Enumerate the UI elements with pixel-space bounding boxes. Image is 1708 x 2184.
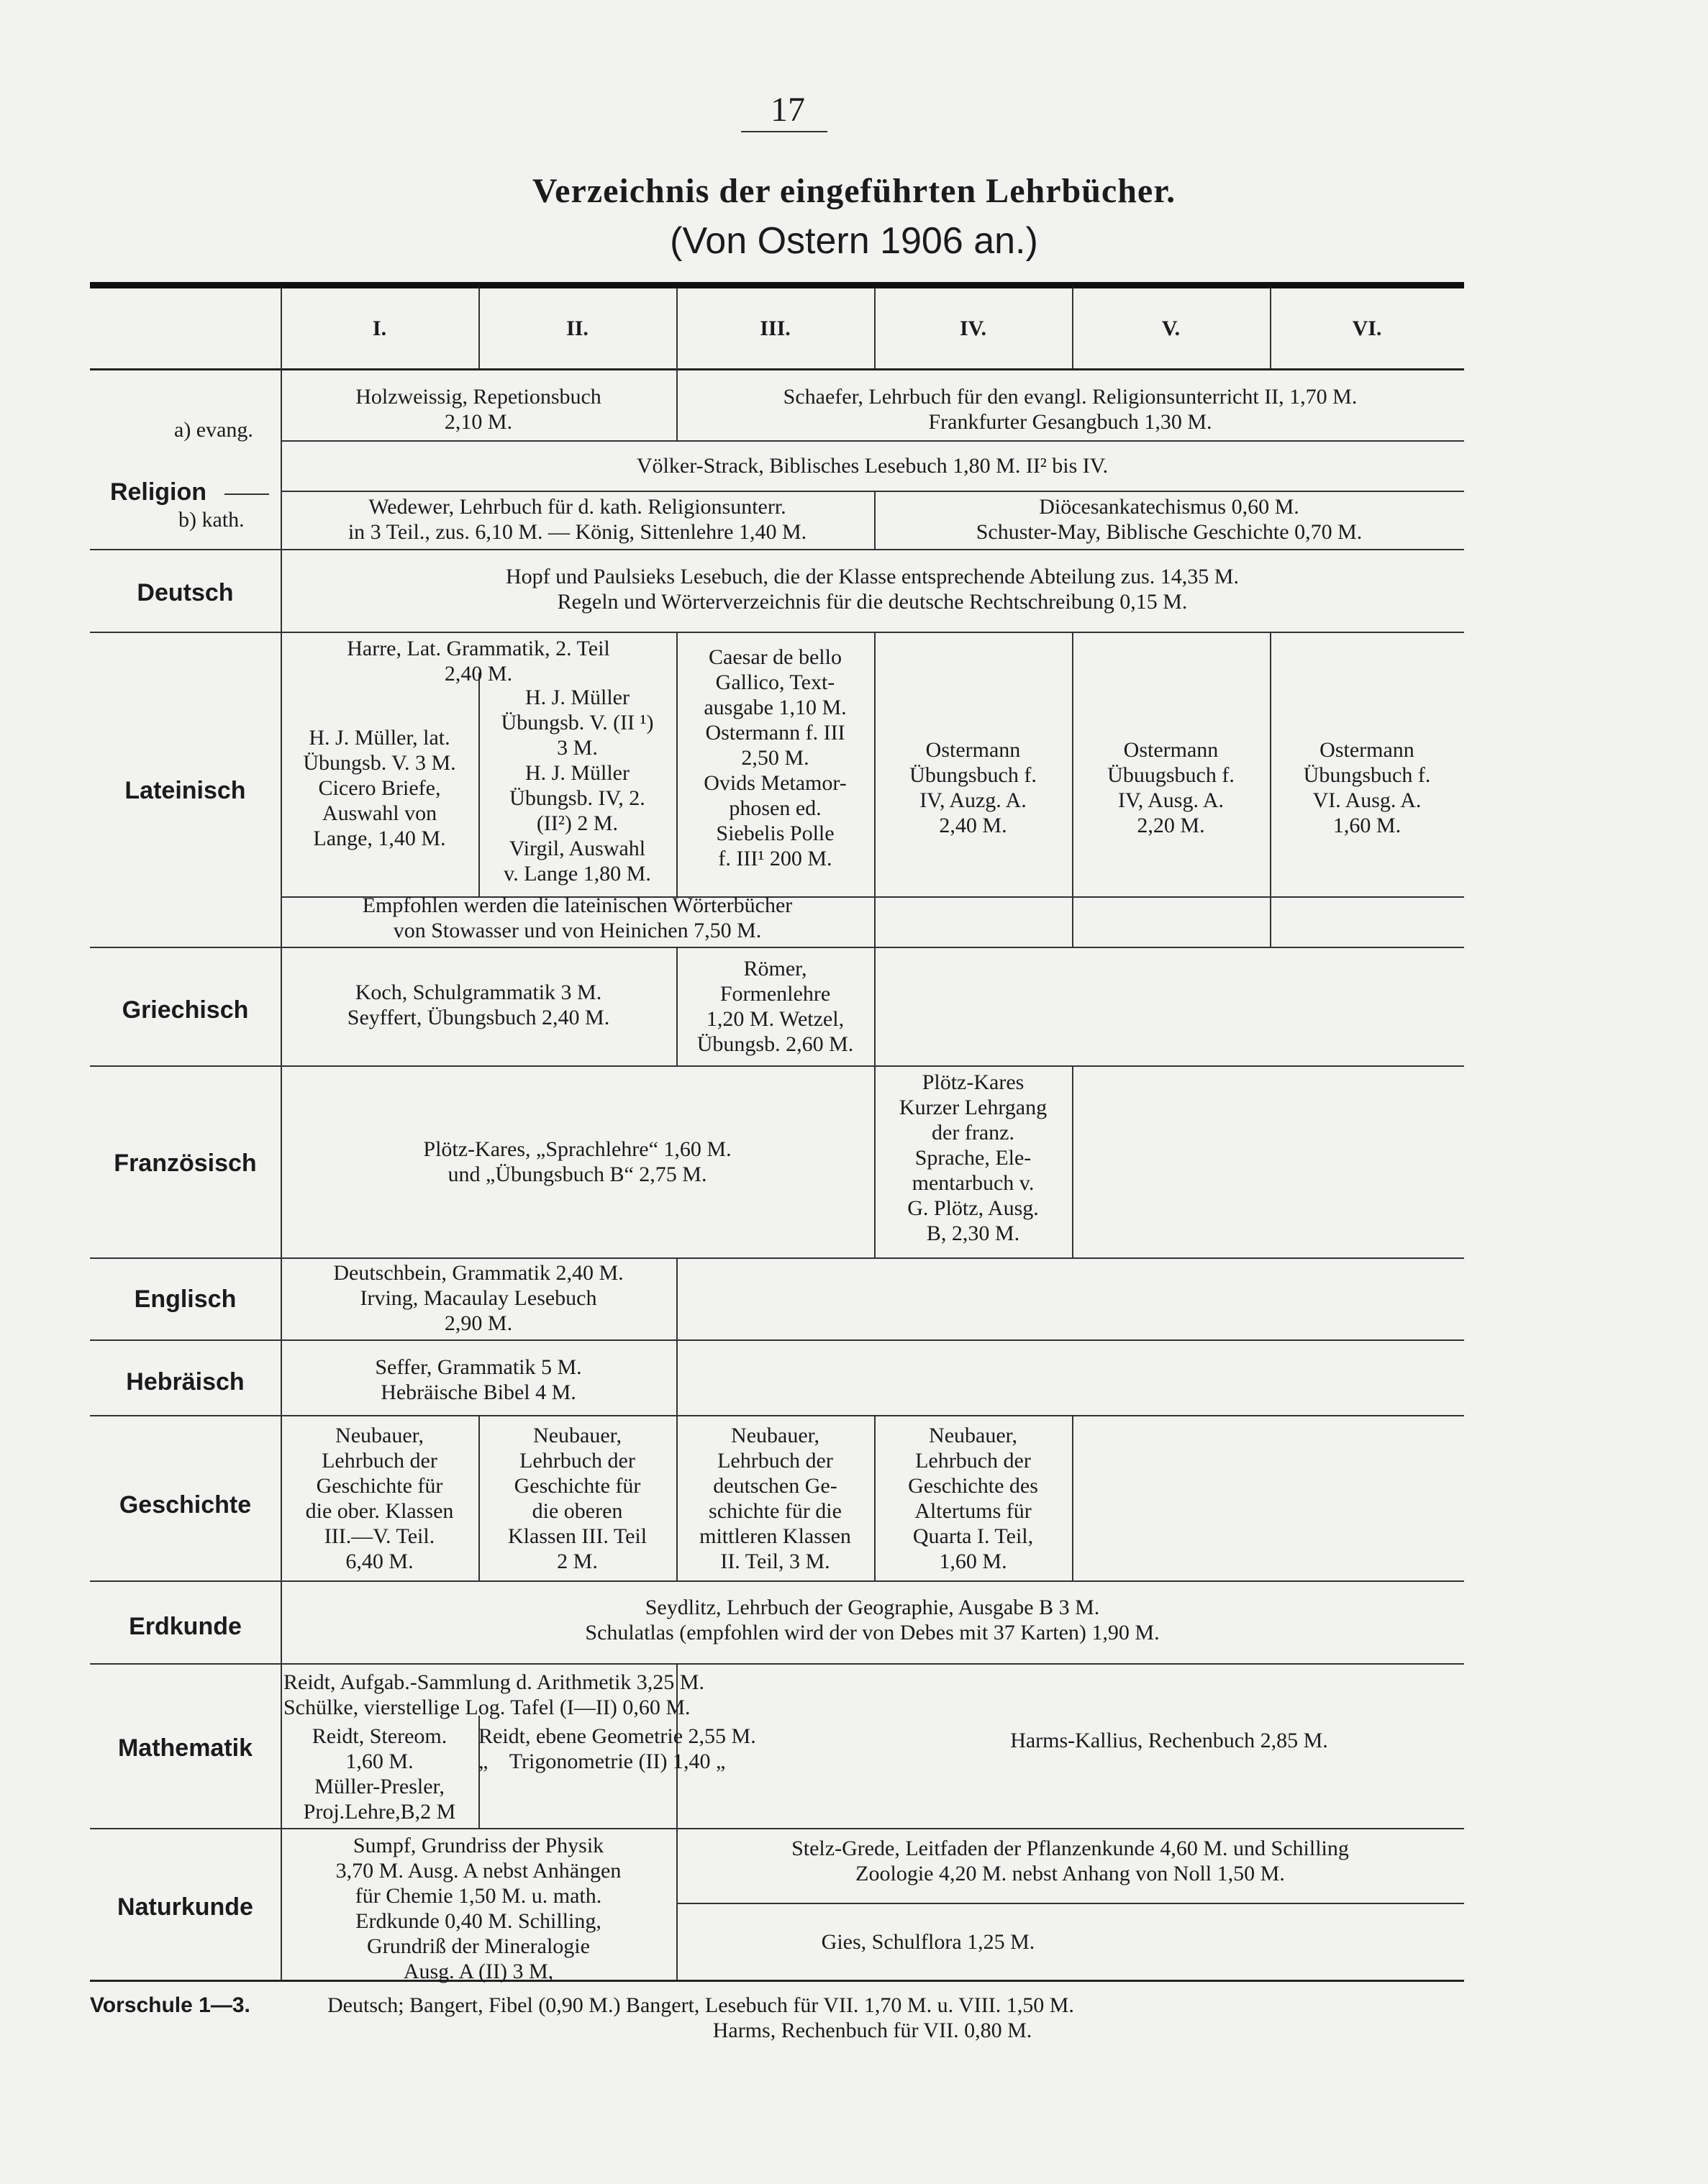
latein-V: Ostermann Übuugsbuch f. IV, Ausg. A. 2,20 M. [1107,738,1235,837]
subject-deutsch: Deutsch [137,579,234,606]
subject-hebraeisch: Hebräisch [126,1368,245,1396]
geschichte-IV: Neubauer, Lehrbuch der Geschichte des Altertums für Quarta I. Teil, 1,60 M. [908,1424,1038,1573]
geschichte-rule-IV-V [1072,1415,1073,1580]
mathematik-IV-VI: Harms-Kallius, Rechenbuch 2,85 M. [1010,1729,1328,1752]
latein-I-II-top: Harre, Lat. Grammatik, 2. Teil 2,40 M. [347,637,610,686]
latein-III: Caesar de bello Gallico, Text- ausgabe 1,10 M. Ostermann f. III 2,50 M. Ovids Metamor- phosen ed. Siebelis Polle f. III¹ 200 M. [704,645,847,870]
religion-mid-rule [281,491,1464,492]
griechisch-I-II: Koch, Schulgrammatik 3 M. Seyffert, Übungsbuch 2,40 M. [347,980,610,1029]
naturkunde-III-VI-bottom: Gies, Schulflora 1,25 M. [821,1930,1035,1954]
naturkunde-inner-rule [676,1903,1464,1904]
franzoesisch-rule-IV-V [1072,1065,1073,1257]
subject-englisch: Englisch [134,1286,237,1313]
religion-evang-III-VI: Schaefer, Lehrbuch für den evangl. Religionsunterricht II, 1,70 M. Frankfurter Gesangbuch 1,30 M. [783,385,1358,434]
griechisch-rule-III-IV [874,947,876,1065]
deutsch-bottom-rule [90,632,1464,633]
hebraeisch-text: Seffer, Grammatik 5 M. Hebräische Bibel 4 M. [375,1355,582,1404]
latein-IV: Ostermann Übungsbuch f. IV, Auzg. A. 2,40 M. [909,738,1037,837]
deutsch-text: Hopf und Paulsieks Lesebuch, die der Klasse entsprechende Abteilung zus. 14,35 M. Regeln und Wörterverzeichnis für die deutsche Rechtschreibung 0,15 M. [506,565,1239,614]
vorschule-line2: Harms, Rechenbuch für VII. 0,80 M. [712,2019,1032,2042]
latein-bottom: Empfohlen werden die lateinischen Wörterbücher von Stowasser und von Heinichen 7,50 M. [362,893,793,942]
mathematik-I: Reidt, Stereom. 1,60 M. Müller-Presler, Proj.Lehre,B,2 M [303,1724,456,1824]
latein-I: H. J. Müller, lat. Übungsb. V. 3 M. Cicero Briefe, Auswahl von Lange, 1,40 M. [303,726,456,850]
franzoesisch-IV: Plötz-Kares Kurzer Lehrgang der franz. Sprache, Ele- mentarbuch v. G. Plötz, Ausg. B, 2,30 M. [899,1070,1048,1245]
mathematik-bottom-rule [90,1828,1464,1829]
page-subtitle: (Von Ostern 1906 an.) [670,220,1038,262]
religion-evang-rule [281,440,1464,442]
religion-kath-I-III: Wedewer, Lehrbuch für d. kath. Religionsunterr. in 3 Teil., zus. 6,10 M. — König, Sittenlehre 1,40 M. [347,495,807,544]
erdkunde-bottom-rule [90,1663,1464,1665]
header-rule [90,368,1464,370]
subject-geschichte: Geschichte [119,1491,252,1519]
englisch-text: Deutschbein, Grammatik 2,40 M. Irving, Macaulay Lesebuch 2,90 M. [333,1261,624,1335]
subject-griechisch: Griechisch [122,996,249,1024]
col-header-I: I. [372,317,387,340]
mathematik-II: Reidt, ebene Geometrie 2,55 M. „ Trigonometrie (II) 1,40 „ [478,1724,756,1773]
page-number: 17 [771,91,805,129]
latein-II: H. J. Müller Übungsb. V. (II ¹) 3 M. H. J. Müller Übungsb. IV, 2. (II²) 2 M. Virgil, Auswahl v. Lange 1,80 M. [501,686,654,886]
englisch-bottom-rule [90,1339,1464,1341]
latein-bottom-rule [90,947,1464,948]
page-number-rule [741,131,827,132]
col-header-VI: VI. [1352,317,1382,340]
col-header-II: II. [566,317,589,340]
griechisch-bottom-rule [90,1065,1464,1067]
col-header-V: V. [1161,317,1181,340]
naturkunde-I-II: Sumpf, Grundriss der Physik 3,70 M. Ausg. A nebst Anhängen für Chemie 1,50 M. u. math. Erdkunde 0,40 M. Schilling, Grundriß der Mineralogie Ausg. A (II) 3 M, [335,1834,622,1983]
mathematik-I-II-top: Reidt, Aufgab.-Sammlung d. Arithmetik 3,25 M. Schülke, vierstellige Log. Tafel (I—II) 0,60 M. [283,1670,704,1719]
geschichte-bottom-rule [90,1580,1464,1582]
erdkunde-text: Seydlitz, Lehrbuch der Geographie, Ausgabe B 3 M. Schulatlas (empfohlen wird der von Debes mit 37 Karten) 1,90 M. [585,1596,1160,1644]
subject-latein: Lateinisch [124,777,246,804]
subject-religion: Religion [109,478,207,506]
religion-evang-I-II: Holzweissig, Repetionsbuch 2,10 M. [355,385,601,434]
geschichte-II: Neubauer, Lehrbuch der Geschichte für die oberen Klassen III. Teil 2 M. [507,1424,648,1573]
religion-brace-line [224,493,269,495]
naturkunde-III-VI-top: Stelz-Grede, Leitfaden der Pflanzenkunde 4,60 M. und Schilling Zoologie 4,20 M. nebst Anhang von Noll 1,50 M. [791,1837,1349,1885]
hebraeisch-bottom-rule [90,1415,1464,1416]
subject-mathematik: Mathematik [117,1734,253,1762]
religion-bottom-rule [90,549,1464,550]
subject-franzoesisch: Französisch [114,1150,257,1177]
englisch-rule-II-III [676,1257,678,1415]
religion-evang-all: Völker-Strack, Biblisches Lesebuch 1,80 M. II² bis IV. [636,454,1109,478]
vorschule-line1: Deutsch; Bangert, Fibel (0,90 M.) Bangert, Lesebuch für VII. 1,70 M. u. VIII. 1,50 M. [327,1993,1074,2017]
col-header-IV: IV. [960,317,986,340]
page-title: Verzeichnis der eingeführten Lehrbücher. [532,172,1176,210]
griechisch-III: Römer, Formenlehre 1,20 M. Wetzel, Übungsb. 2,60 M. [696,957,854,1056]
religion-kath-IV-VI: Diöcesankatechismus 0,60 M. Schuster-May, Biblische Geschichte 0,70 M. [976,495,1363,544]
col-header-III: III. [760,317,791,340]
geschichte-I: Neubauer, Lehrbuch der Geschichte für die ober. Klassen III.—V. Teil. 6,40 M. [305,1424,454,1573]
vorschule-label: Vorschule 1—3. [90,1993,250,2017]
subject-naturkunde: Naturkunde [117,1893,253,1921]
religion-kath-label: b) kath. [178,508,245,532]
franzoesisch-I-III: Plötz-Kares, „Sprachlehre“ 1,60 M. und „Übungsbuch B“ 2,75 M. [423,1137,732,1186]
latein-VI: Ostermann Übungsbuch f. VI. Ausg. A. 1,60 M. [1303,738,1431,837]
religion-evang-label: a) evang. [174,418,253,442]
table-top-rule [90,282,1464,288]
geschichte-III: Neubauer, Lehrbuch der deutschen Ge- schichte für die mittleren Klassen II. Teil, 3 M. [699,1424,851,1573]
franzoesisch-bottom-rule [90,1257,1464,1259]
subject-erdkunde: Erdkunde [129,1613,242,1640]
